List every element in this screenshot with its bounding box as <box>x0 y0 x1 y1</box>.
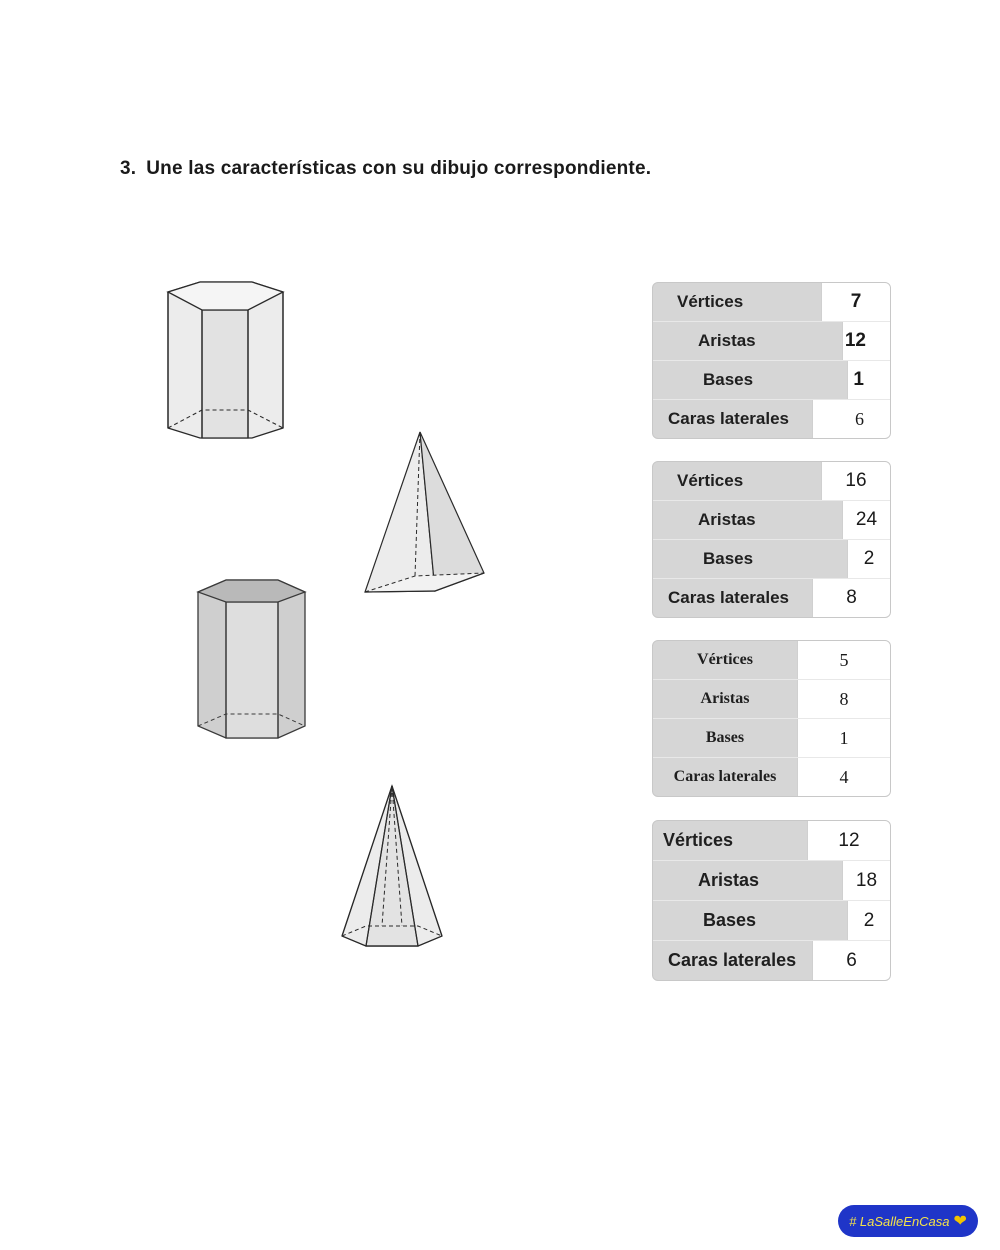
value-caras-laterales: 6 <box>812 400 890 438</box>
row-aristas <box>653 680 890 719</box>
row-vertices <box>653 283 890 322</box>
label-bases: Bases <box>705 729 745 746</box>
value-bases: 2 <box>847 901 890 940</box>
row-caras-laterales <box>653 579 890 617</box>
row-caras-laterales <box>653 400 890 438</box>
hexagonal-prism-light[interactable] <box>160 276 290 448</box>
square-pyramid[interactable] <box>360 426 490 598</box>
row-caras-laterales <box>653 758 890 796</box>
row-vertices <box>653 462 890 501</box>
row-bases <box>653 901 890 941</box>
value-vertices: 7 <box>821 283 890 321</box>
heart-icon: ❤ <box>953 1213 967 1230</box>
label-caras-laterales: Caras laterales <box>668 950 797 970</box>
value-caras-laterales: 8 <box>812 579 890 617</box>
value-aristas: 12 <box>842 322 890 360</box>
label-caras-laterales: Caras laterales <box>668 588 789 607</box>
label-vertices: Vértices <box>677 471 744 490</box>
label-aristas: Aristas <box>698 510 756 529</box>
label-aristas: Aristas <box>698 331 756 350</box>
row-vertices <box>653 821 890 861</box>
value-caras-laterales: 4 <box>797 758 890 796</box>
badge-text: # LaSalleEnCasa <box>849 1213 950 1229</box>
value-vertices: 12 <box>807 821 890 860</box>
value-aristas: 8 <box>797 680 890 718</box>
hexagonal-pyramid[interactable] <box>336 780 448 952</box>
value-vertices: 16 <box>821 462 890 500</box>
label-aristas: Aristas <box>698 870 760 890</box>
instruction-text: Une las características con su dibujo correspondiente. <box>146 158 652 179</box>
characteristics-card-4[interactable] <box>652 820 891 981</box>
lasalle-badge <box>838 1205 978 1237</box>
characteristics-card-3[interactable] <box>652 640 891 797</box>
characteristics-card-2[interactable] <box>652 461 891 618</box>
row-aristas <box>653 501 890 540</box>
instruction-title <box>120 158 651 180</box>
row-aristas <box>653 322 890 361</box>
characteristics-card-1[interactable] <box>652 282 891 439</box>
value-bases: 2 <box>847 540 890 578</box>
label-aristas: Aristas <box>700 690 750 707</box>
row-bases <box>653 540 890 579</box>
hexagonal-prism-shaded[interactable] <box>190 572 314 744</box>
value-aristas: 18 <box>842 861 890 900</box>
label-caras-laterales: Caras laterales <box>673 768 777 785</box>
value-bases: 1 <box>797 719 890 757</box>
label-bases: Bases <box>703 910 757 930</box>
label-vertices: Vértices <box>697 651 753 668</box>
label-vertices: Vértices <box>677 292 744 311</box>
value-aristas: 24 <box>842 501 890 539</box>
value-vertices: 5 <box>797 641 890 679</box>
value-bases: 1 <box>847 361 890 399</box>
value-caras-laterales: 6 <box>812 941 890 980</box>
row-bases <box>653 719 890 758</box>
label-bases: Bases <box>703 370 754 389</box>
row-aristas <box>653 861 890 901</box>
instruction-number: 3. <box>120 158 137 179</box>
label-bases: Bases <box>703 549 754 568</box>
row-bases <box>653 361 890 400</box>
row-vertices <box>653 641 890 680</box>
label-vertices: Vértices <box>663 830 734 850</box>
row-caras-laterales <box>653 941 890 980</box>
label-caras-laterales: Caras laterales <box>668 409 789 428</box>
